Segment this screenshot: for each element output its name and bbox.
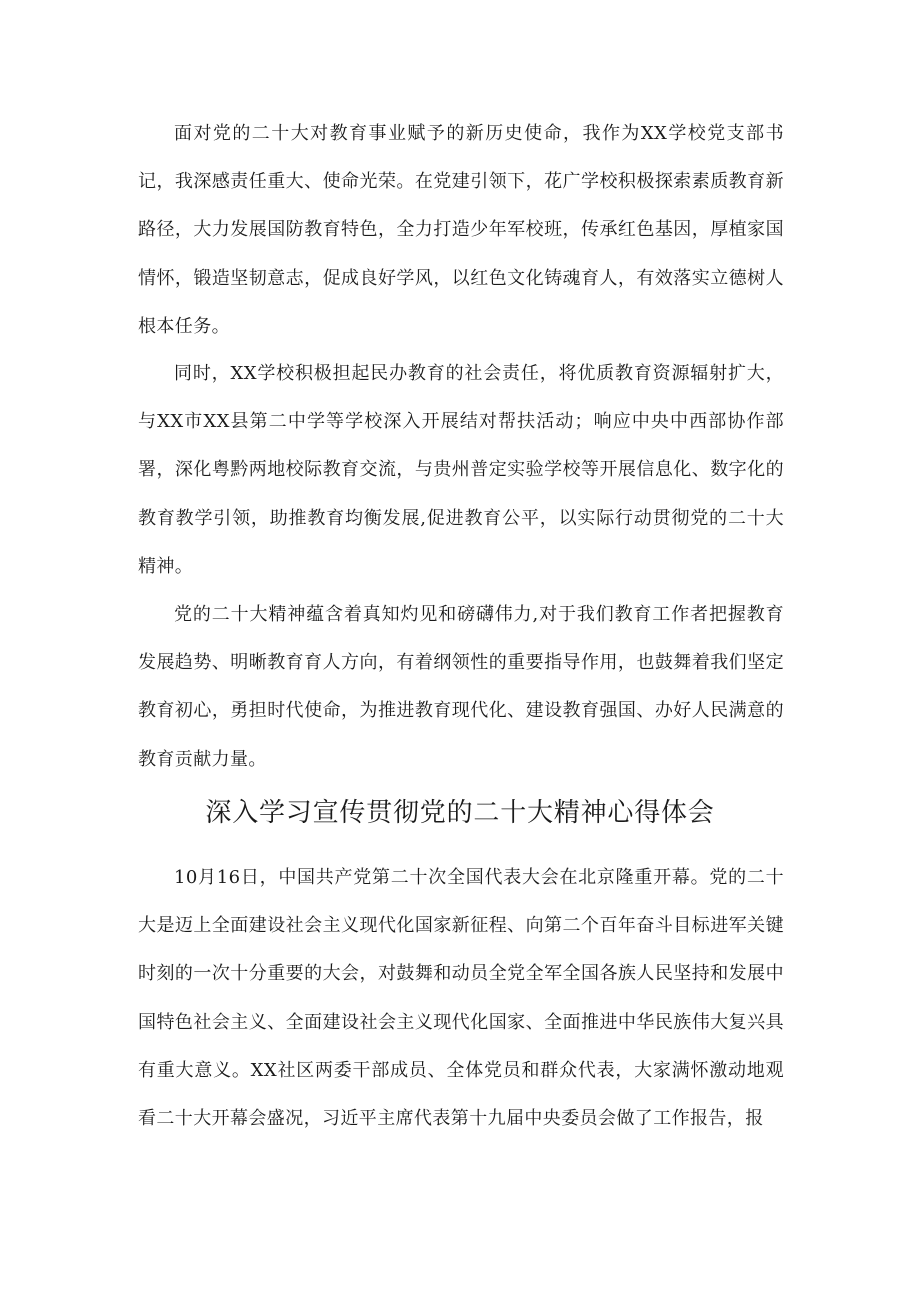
- paragraph-congress-opening: 10月16日，中国共产党第二十次全国代表大会在北京隆重开幕。党的二十大是迈上全面建设社会主义现代化国家新征程、向第二个百年奋斗目标进军关键时刻的一次十分重要的大会，对鼓舞和动员全党全军全国各族人民坚持和发展中国特色社会主义、全面建设社会主义现代化国家、全面推进中华民族伟大复兴具有重大意义。XX社区两委干部成员、全体党员和群众代表，大家满怀激动地观看二十大开幕会盛况，习近平主席代表第十九届中央委员会做了工作报告，报: [138, 867, 784, 1130]
- document-title: 深入学习宣传贯彻党的二十大精神心得体会: [205, 798, 715, 828]
- paragraph-spirit-guidance: 党的二十大精神蕴含着真知灼见和磅礴伟力,对于我们教育工作者把握教育发展趋势、明晰教育育人方向，有着纲领性的重要指导作用，也鼓舞着我们坚定教育初心，勇担时代使命，为推进教育现代化、建设教育强国、办好人民满意的教育贡献力量。: [138, 604, 784, 770]
- paragraph-mission: 面对党的二十大对教育事业赋予的新历史使命，我作为XX学校党支部书记，我深感责任重大、使命光荣。在党建引领下，花广学校积极探索素质教育新路径，大力发展国防教育特色，全力打造少年军校班，传承红色基因，厚植家国情怀，锻造坚韧意志，促成良好学风，以红色文化铸魂育人，有效落实立德树人根本任务。: [138, 123, 784, 337]
- paragraph-social-responsibility: 同时，XX学校积极担起民办教育的社会责任，将优质教育资源辐射扩大，与XX市XX县第二中学等学校深入开展结对帮扶活动；响应中央中西部协作部署，深化粤黔两地校际教育交流，与贵州普定实验学校等开展信息化、数字化的教育教学引领，助推教育均衡发展,促进教育公平，以实际行动贯彻党的二十大精神。: [138, 363, 784, 577]
